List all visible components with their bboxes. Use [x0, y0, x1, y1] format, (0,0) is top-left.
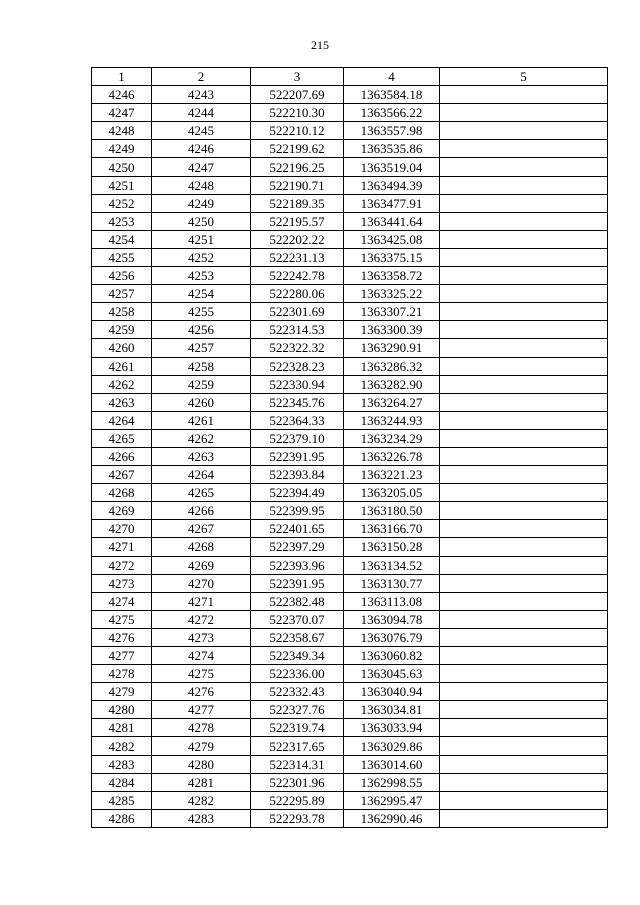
table-cell: 1363076.79	[344, 628, 440, 646]
table-cell	[440, 86, 608, 104]
table-cell: 4243	[152, 86, 251, 104]
table-cell: 4251	[152, 230, 251, 248]
table-cell: 4282	[152, 791, 251, 809]
table-cell: 522301.69	[251, 303, 344, 321]
table-cell: 522399.95	[251, 502, 344, 520]
table-cell: 1363375.15	[344, 248, 440, 266]
table-cell: 4256	[92, 267, 152, 285]
table-cell: 4275	[152, 665, 251, 683]
table-cell: 1363441.64	[344, 212, 440, 230]
table-cell: 522328.23	[251, 357, 344, 375]
table-row	[92, 212, 608, 230]
table-row	[92, 484, 608, 502]
table-row	[92, 520, 608, 538]
table-cell	[440, 592, 608, 610]
table-cell: 522322.32	[251, 339, 344, 357]
table-row	[92, 140, 608, 158]
table-cell: 4249	[152, 194, 251, 212]
table-cell: 4257	[152, 339, 251, 357]
table-cell: 4262	[152, 429, 251, 447]
table-row	[92, 303, 608, 321]
table-row	[92, 285, 608, 303]
table-row	[92, 701, 608, 719]
table-cell	[440, 484, 608, 502]
table-cell: 4269	[152, 556, 251, 574]
table-cell: 522295.89	[251, 791, 344, 809]
table-row	[92, 104, 608, 122]
table-cell	[440, 357, 608, 375]
table-cell: 1363094.78	[344, 610, 440, 628]
table-row	[92, 773, 608, 791]
table-cell: 522190.71	[251, 176, 344, 194]
table-row	[92, 719, 608, 737]
table-row	[92, 158, 608, 176]
table-cell: 4277	[152, 701, 251, 719]
table-row	[92, 538, 608, 556]
table-body	[92, 86, 608, 828]
table-cell: 1363264.27	[344, 393, 440, 411]
table-cell: 4252	[92, 194, 152, 212]
table-cell: 522379.10	[251, 429, 344, 447]
table-cell: 1363034.81	[344, 701, 440, 719]
table-cell: 522301.96	[251, 773, 344, 791]
table-cell: 4273	[152, 628, 251, 646]
table-row	[92, 248, 608, 266]
table-row	[92, 737, 608, 755]
table-cell: 522393.84	[251, 466, 344, 484]
table-cell	[440, 429, 608, 447]
table-cell: 522391.95	[251, 447, 344, 465]
table-cell: 522280.06	[251, 285, 344, 303]
table-cell: 522397.29	[251, 538, 344, 556]
table-cell	[440, 755, 608, 773]
header-cell: 3	[251, 68, 344, 86]
table-cell	[440, 122, 608, 140]
table-cell: 522327.76	[251, 701, 344, 719]
table-cell: 4266	[152, 502, 251, 520]
table-cell: 1363166.70	[344, 520, 440, 538]
table-cell: 1363282.90	[344, 375, 440, 393]
table-cell: 4283	[92, 755, 152, 773]
table-cell: 1363234.29	[344, 429, 440, 447]
table-cell: 522393.96	[251, 556, 344, 574]
table-cell	[440, 719, 608, 737]
table-cell: 522195.57	[251, 212, 344, 230]
table-row	[92, 574, 608, 592]
table-row	[92, 267, 608, 285]
table-cell: 522210.12	[251, 122, 344, 140]
table-row	[92, 610, 608, 628]
table-cell: 4264	[92, 411, 152, 429]
table-cell: 4261	[152, 411, 251, 429]
table-cell: 4280	[92, 701, 152, 719]
table-cell: 1363045.63	[344, 665, 440, 683]
table-cell: 1363226.78	[344, 447, 440, 465]
table-cell: 4254	[152, 285, 251, 303]
table-cell: 4267	[92, 466, 152, 484]
table-cell: 522199.62	[251, 140, 344, 158]
table-cell: 4265	[92, 429, 152, 447]
table-row	[92, 321, 608, 339]
table-cell: 4261	[92, 357, 152, 375]
table-cell: 4259	[152, 375, 251, 393]
page-number: 215	[311, 38, 329, 52]
table-cell	[440, 574, 608, 592]
table-cell: 4260	[92, 339, 152, 357]
table-cell: 1363244.93	[344, 411, 440, 429]
header-cell: 2	[152, 68, 251, 86]
table-row	[92, 176, 608, 194]
table-cell: 522349.34	[251, 647, 344, 665]
table-cell: 1363221.23	[344, 466, 440, 484]
table-cell: 4262	[92, 375, 152, 393]
table-cell	[440, 267, 608, 285]
table-cell: 4265	[152, 484, 251, 502]
table-row	[92, 466, 608, 484]
table-cell: 4250	[92, 158, 152, 176]
table-cell: 1363535.86	[344, 140, 440, 158]
table-cell: 1363029.86	[344, 737, 440, 755]
table-cell: 1363130.77	[344, 574, 440, 592]
coordinates-table	[91, 67, 608, 828]
table-cell	[440, 665, 608, 683]
table-cell	[440, 339, 608, 357]
table-cell: 1363566.22	[344, 104, 440, 122]
table-cell: 522364.33	[251, 411, 344, 429]
table-cell: 1363477.91	[344, 194, 440, 212]
table-cell: 522345.76	[251, 393, 344, 411]
table-cell: 4254	[92, 230, 152, 248]
table-cell: 4266	[92, 447, 152, 465]
table-cell	[440, 701, 608, 719]
table-cell: 4268	[152, 538, 251, 556]
table-cell: 4249	[92, 140, 152, 158]
table-cell: 522202.22	[251, 230, 344, 248]
header-cell: 1	[92, 68, 152, 86]
table-cell: 4258	[152, 357, 251, 375]
table-row	[92, 447, 608, 465]
table-cell: 4270	[152, 574, 251, 592]
table-cell: 4253	[152, 267, 251, 285]
table-cell: 1363150.28	[344, 538, 440, 556]
table-cell: 4263	[152, 447, 251, 465]
table-cell: 522314.31	[251, 755, 344, 773]
table-cell: 522330.94	[251, 375, 344, 393]
table-cell: 4250	[152, 212, 251, 230]
table-cell: 4269	[92, 502, 152, 520]
table-row	[92, 339, 608, 357]
table-cell: 4255	[92, 248, 152, 266]
table-cell: 4272	[152, 610, 251, 628]
table-cell	[440, 176, 608, 194]
table-row	[92, 502, 608, 520]
table-row	[92, 592, 608, 610]
table-cell	[440, 520, 608, 538]
table-cell: 4253	[92, 212, 152, 230]
table-row	[92, 411, 608, 429]
table-cell: 4284	[92, 773, 152, 791]
table-cell	[440, 230, 608, 248]
table-cell	[440, 194, 608, 212]
table-cell: 1363557.98	[344, 122, 440, 140]
table-cell: 4286	[92, 809, 152, 827]
table-cell: 1363286.32	[344, 357, 440, 375]
table-cell: 1363425.08	[344, 230, 440, 248]
table-cell: 4276	[152, 683, 251, 701]
table-row	[92, 230, 608, 248]
table-cell: 4257	[92, 285, 152, 303]
table-cell	[440, 140, 608, 158]
table-row	[92, 194, 608, 212]
table-cell: 1363358.72	[344, 267, 440, 285]
table-cell	[440, 248, 608, 266]
table-cell: 1363325.22	[344, 285, 440, 303]
table-cell: 522317.65	[251, 737, 344, 755]
table-cell: 522394.49	[251, 484, 344, 502]
table-cell: 4271	[152, 592, 251, 610]
table-cell: 522332.43	[251, 683, 344, 701]
table-cell: 4281	[92, 719, 152, 737]
table-row	[92, 86, 608, 104]
table-cell	[440, 212, 608, 230]
table-cell: 522293.78	[251, 809, 344, 827]
table-cell: 1363060.82	[344, 647, 440, 665]
table-cell: 4259	[92, 321, 152, 339]
table-cell	[440, 321, 608, 339]
table-cell	[440, 158, 608, 176]
table-row	[92, 755, 608, 773]
table-cell: 522196.25	[251, 158, 344, 176]
table-cell	[440, 683, 608, 701]
table-cell	[440, 628, 608, 646]
table-row	[92, 791, 608, 809]
table-cell: 4255	[152, 303, 251, 321]
table-cell: 4272	[92, 556, 152, 574]
table-cell: 522370.07	[251, 610, 344, 628]
table-cell: 522231.13	[251, 248, 344, 266]
table-cell: 4264	[152, 466, 251, 484]
table-cell: 522382.48	[251, 592, 344, 610]
table-cell: 4245	[152, 122, 251, 140]
table-cell: 1363584.18	[344, 86, 440, 104]
table-cell	[440, 538, 608, 556]
table-cell: 522314.53	[251, 321, 344, 339]
table-cell: 522207.69	[251, 86, 344, 104]
table-cell: 1363300.39	[344, 321, 440, 339]
table-cell	[440, 303, 608, 321]
table-cell: 4283	[152, 809, 251, 827]
table-cell	[440, 285, 608, 303]
table-cell	[440, 375, 608, 393]
table-cell	[440, 809, 608, 827]
table-cell: 1363205.05	[344, 484, 440, 502]
table-cell: 4263	[92, 393, 152, 411]
header-cell: 5	[440, 68, 608, 86]
table-cell: 1363519.04	[344, 158, 440, 176]
table-cell: 4274	[152, 647, 251, 665]
table-cell: 4282	[92, 737, 152, 755]
table-cell	[440, 610, 608, 628]
table-cell: 4274	[92, 592, 152, 610]
table-cell: 1363180.50	[344, 502, 440, 520]
table-cell: 522242.78	[251, 267, 344, 285]
table-cell: 1363290.91	[344, 339, 440, 357]
table-row	[92, 665, 608, 683]
table-cell: 4270	[92, 520, 152, 538]
table-cell: 522210.30	[251, 104, 344, 122]
table-cell	[440, 466, 608, 484]
table-cell: 4275	[92, 610, 152, 628]
table-cell: 1363307.21	[344, 303, 440, 321]
table-cell: 4244	[152, 104, 251, 122]
header-cell: 4	[344, 68, 440, 86]
table-cell: 4246	[152, 140, 251, 158]
table-cell: 4285	[92, 791, 152, 809]
table-row	[92, 809, 608, 827]
table-cell: 4279	[92, 683, 152, 701]
table-cell	[440, 791, 608, 809]
table-cell	[440, 393, 608, 411]
table-cell: 4246	[92, 86, 152, 104]
table-cell: 522358.67	[251, 628, 344, 646]
table-cell: 4276	[92, 628, 152, 646]
table-row	[92, 393, 608, 411]
table-row	[92, 683, 608, 701]
table-cell: 4278	[92, 665, 152, 683]
table-row	[92, 556, 608, 574]
table-cell: 522336.00	[251, 665, 344, 683]
table-cell: 4256	[152, 321, 251, 339]
table-cell: 4258	[92, 303, 152, 321]
table-header-row	[92, 68, 608, 86]
table-cell: 4268	[92, 484, 152, 502]
table-cell	[440, 502, 608, 520]
table-cell: 522319.74	[251, 719, 344, 737]
table-row	[92, 628, 608, 646]
table-cell: 1362998.55	[344, 773, 440, 791]
table-cell: 4281	[152, 773, 251, 791]
table-cell	[440, 773, 608, 791]
table-cell: 522401.65	[251, 520, 344, 538]
table-cell: 522189.35	[251, 194, 344, 212]
table-cell: 4279	[152, 737, 251, 755]
table-cell	[440, 447, 608, 465]
table-cell	[440, 647, 608, 665]
table-cell: 4273	[92, 574, 152, 592]
table-row	[92, 357, 608, 375]
table-row	[92, 122, 608, 140]
table-row	[92, 375, 608, 393]
table-cell	[440, 411, 608, 429]
table-cell: 4248	[92, 122, 152, 140]
table-cell: 4267	[152, 520, 251, 538]
table-cell	[440, 104, 608, 122]
table-cell	[440, 556, 608, 574]
table-cell: 4252	[152, 248, 251, 266]
table-cell: 4278	[152, 719, 251, 737]
table-row	[92, 647, 608, 665]
table-cell: 4247	[92, 104, 152, 122]
table-cell: 1363014.60	[344, 755, 440, 773]
table-cell: 1363494.39	[344, 176, 440, 194]
table-cell: 1363033.94	[344, 719, 440, 737]
table-row	[92, 429, 608, 447]
table-cell: 1363040.94	[344, 683, 440, 701]
table-cell	[440, 737, 608, 755]
table-cell: 4248	[152, 176, 251, 194]
table-cell: 1362990.46	[344, 809, 440, 827]
table-cell: 522391.95	[251, 574, 344, 592]
table-cell: 1362995.47	[344, 791, 440, 809]
table-cell: 4247	[152, 158, 251, 176]
table-cell: 4260	[152, 393, 251, 411]
table-cell: 4271	[92, 538, 152, 556]
table-cell: 1363113.08	[344, 592, 440, 610]
table-cell: 4251	[92, 176, 152, 194]
table-cell: 4280	[152, 755, 251, 773]
table-cell: 4277	[92, 647, 152, 665]
table-cell: 1363134.52	[344, 556, 440, 574]
